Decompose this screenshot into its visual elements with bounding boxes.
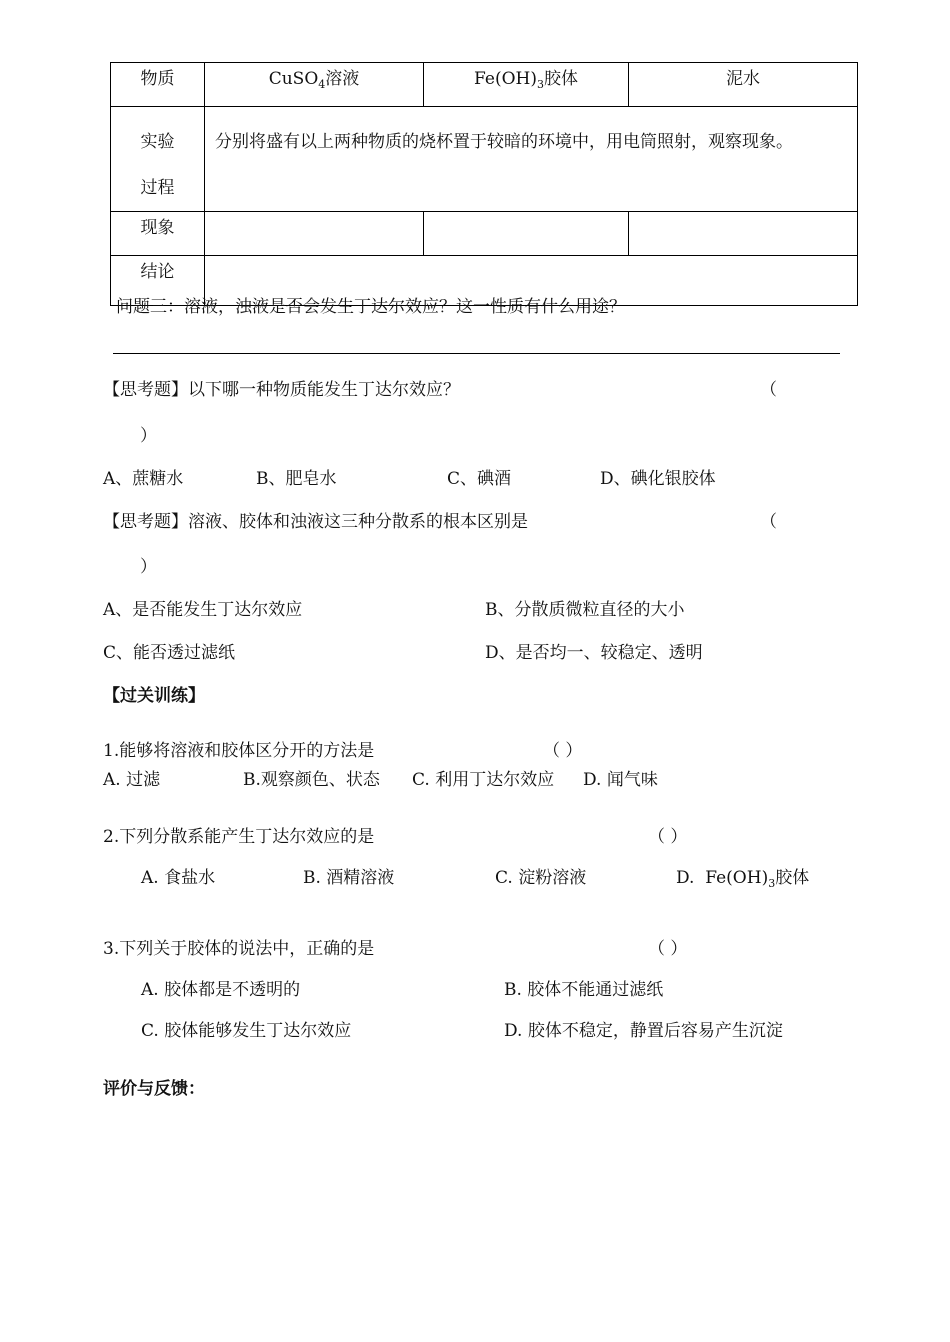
- process-label-text: 实验过程: [140, 132, 175, 198]
- conclusion-label: 结论: [111, 256, 205, 306]
- table-row-phenomenon: [111, 212, 858, 256]
- phenomenon-feoh3-cell[interactable]: [424, 212, 629, 256]
- q3-answer-paren[interactable]: （ ）: [648, 939, 688, 959]
- think1-option-b: B、肥皂水: [256, 469, 337, 489]
- q2-answer-paren[interactable]: （ ）: [648, 827, 688, 847]
- q3-option-b: B. 胶体不能通过滤纸: [504, 980, 664, 1000]
- think2-paren-open: （: [760, 512, 777, 532]
- think2-option-d: D、是否均一、较稳定、透明: [485, 643, 703, 663]
- q1-option-d: D. 闻气味: [583, 770, 658, 790]
- cuso4-base: CuSO: [268, 69, 319, 89]
- think2-option-a: A、是否能发生丁达尔效应: [103, 600, 303, 620]
- q3-option-a: A. 胶体都是不透明的: [141, 980, 301, 1000]
- q2-option-d: [676, 868, 810, 890]
- q2-option-a: A. 食盐水: [141, 868, 216, 888]
- think2-paren-close: ）: [140, 557, 157, 577]
- q3-option-d: D. 胶体不稳定，静置后容易产生沉淀: [504, 1021, 783, 1041]
- q2-option-c: C. 淀粉溶液: [495, 868, 587, 888]
- think-question-1: 【思考题】以下哪一种物质能发生丁达尔效应？: [103, 380, 460, 400]
- process-text: 分别将盛有以上两种物质的烧杯置于较暗的环境中，用电筒照射，观察现象。: [205, 107, 858, 212]
- q1-text: 1.能够将溶液和胶体区分开的方法是: [103, 741, 375, 761]
- think-question-2: 【思考题】溶液、胶体和浊液这三种分散系的根本区别是: [103, 512, 528, 532]
- process-label: [111, 107, 205, 212]
- q2-option-d-subscript: 3: [768, 877, 776, 890]
- think1-option-c: C、碘酒: [447, 469, 512, 489]
- table-header-row: [111, 63, 858, 107]
- think2-option-b: B、分散质微粒直径的大小: [485, 600, 685, 620]
- q3-option-c: C. 胶体能够发生丁达尔效应: [141, 1021, 352, 1041]
- feoh3-base: Fe(OH): [474, 69, 537, 89]
- header-cuso4: [205, 63, 424, 107]
- think2-option-c: C、能否透过滤纸: [103, 643, 236, 663]
- q2-text: 2.下列分散系能产生丁达尔效应的是: [103, 827, 375, 847]
- table-row-process: [111, 107, 858, 212]
- header-feoh3: [424, 63, 629, 107]
- think1-paren-open: （: [760, 380, 777, 400]
- phenomenon-mud-cell[interactable]: [629, 212, 858, 256]
- think1-option-d: D、碘化银胶体: [600, 469, 716, 489]
- q2-option-d-base: Fe(OH): [705, 868, 769, 888]
- answer-line[interactable]: [113, 353, 840, 354]
- q2-option-d-prefix: D.: [676, 868, 706, 888]
- cuso4-suffix: 溶液: [325, 69, 360, 89]
- feedback-heading: 评价与反馈：: [103, 1079, 205, 1099]
- question-three: 问题三：溶液，浊液是否会发生丁达尔效应？这一性质有什么用途？: [116, 297, 626, 317]
- header-substance: 物质: [111, 63, 205, 107]
- think1-option-a: A、蔗糖水: [103, 469, 184, 489]
- feoh3-subscript: 3: [536, 78, 544, 91]
- q2-option-d-suffix: 胶体: [775, 868, 810, 888]
- phenomenon-cuso4-cell[interactable]: [205, 212, 424, 256]
- q1-answer-paren[interactable]: （ ）: [543, 741, 583, 761]
- q1-option-c: C. 利用丁达尔效应: [412, 770, 555, 790]
- q2-option-b: B. 酒精溶液: [303, 868, 395, 888]
- phenomenon-label: 现象: [111, 212, 205, 256]
- think1-paren-close: ）: [140, 426, 157, 446]
- cuso4-subscript: 4: [318, 78, 326, 91]
- header-mud-water: 泥水: [629, 63, 858, 107]
- experiment-table: [110, 62, 858, 306]
- q1-option-a: A. 过滤: [103, 770, 161, 790]
- q3-text: 3.下列关于胶体的说法中，正确的是: [103, 939, 375, 959]
- q1-option-b: B.观察颜色、状态: [243, 770, 380, 790]
- feoh3-suffix: 胶体: [543, 69, 578, 89]
- training-heading: 【过关训练】: [103, 686, 205, 706]
